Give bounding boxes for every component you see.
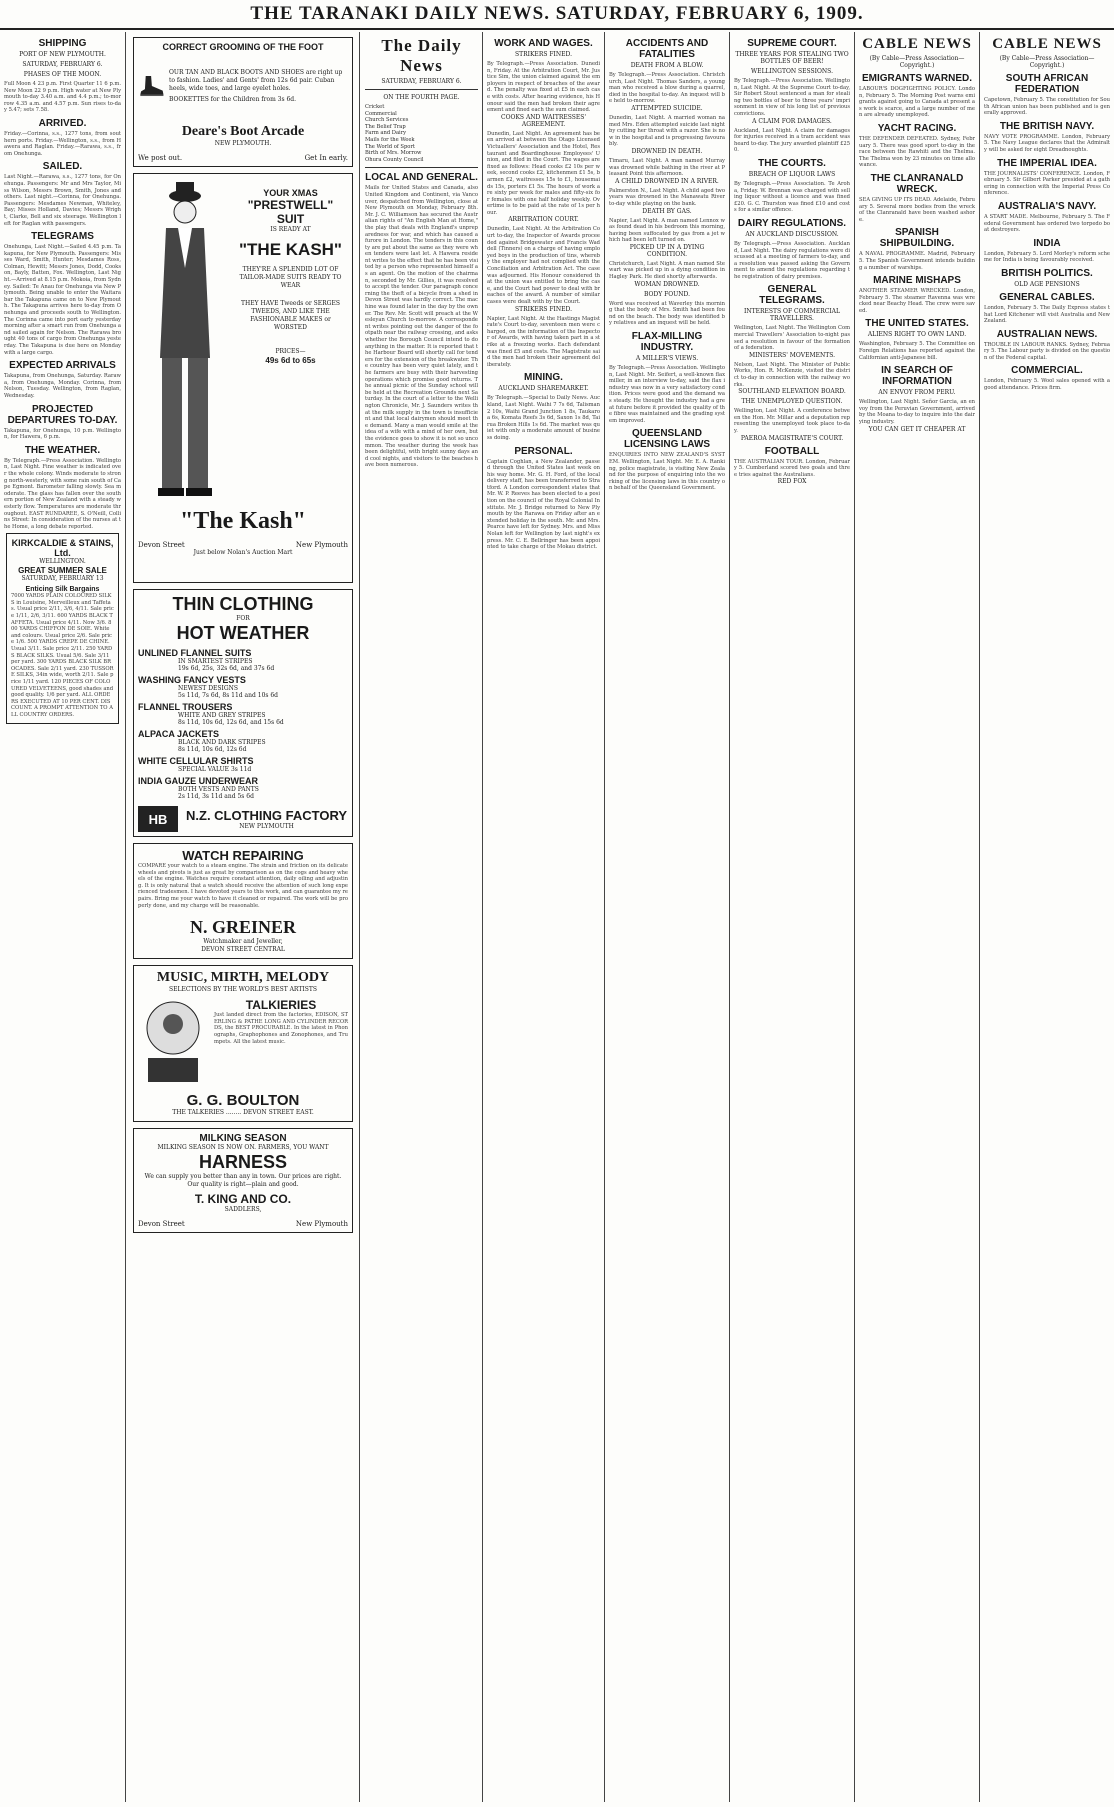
kash-ready: IS READY AT	[270, 226, 311, 233]
australia-navy-heading: AUSTRALIA'S NAVY.	[997, 200, 1097, 212]
deare-post: We post out.	[138, 154, 183, 162]
article-text: By Telegraph.—Press Association. Auckland, Last Night. The dairy regulations were discussed at a meeting of farmers to-day, and a resolution was passed asking the Government to amend the regulations regarding the registration of dairy premises.	[734, 240, 850, 280]
old-age-heading: OLD AGE PENSIONS	[1014, 280, 1080, 288]
watch-heading: WATCH REPAIRING	[182, 848, 304, 863]
fourth-page-item: Mails for the Week	[365, 136, 415, 143]
damages-heading: A CLAIM FOR DAMAGES.	[752, 117, 832, 125]
harness-heading: HARNESS	[198, 1152, 287, 1173]
column-text: Friday.—Corinna, s.s., 1277 tons, from southern ports. Friday.—Wellington, s.s., from Hawera and Raglan. Friday.—Rarawa, s.s., from Onehunga.	[4, 130, 121, 157]
svg-text:HB: HB	[148, 812, 168, 827]
article-text: SEA GIVING UP ITS DEAD. Adelaide, February 5. Several more bodies from the wreck of the Clanranald have been washed ashore.	[859, 196, 976, 223]
football-heading: FOOTBALL	[764, 445, 820, 457]
fourth-page-item: Commercial	[365, 110, 397, 117]
article-text: London, February 5. Lord Morley's reform scheme for India is being favourably received.	[984, 250, 1110, 264]
article-text: Auckland, Last Night. A claim for damages for injuries received in a tram accident was heard to-day. The jury awarded plaintiff £250.	[734, 127, 850, 154]
imperial-heading: THE IMPERIAL IDEA.	[997, 157, 1097, 169]
clothing-item-price: 5s 11d, 7s 6d, 8s 11d and 10s 6d	[178, 692, 279, 699]
fourth-page-list	[365, 104, 478, 163]
cable-heading-1: CABLE NEWS	[862, 36, 972, 52]
fourth-page-item: Birth of Mrs. Morrow	[365, 150, 422, 157]
column-supreme-court	[730, 32, 855, 1802]
column-advertisements	[127, 32, 360, 1802]
column-text: By Telegraph.—Press Association. Wellington, Last Night. Fine weather is indicated over the whole colony. Winds moderate to strong north-westerly, with some rain south of Cape Egmont. Barometer falling slowly. Sea moderate. The glass has fallen over the southern portion of New Zealand with a steady westerly flow. Temperatures are moderate throughout. EAST RUNDAREE, S. O'Neill, Collins Street: In consideration of the nurses at the Home, a long debate reported.	[4, 457, 121, 530]
wellington-sessions-heading: WELLINGTON SESSIONS.	[751, 68, 833, 75]
fourth-page-item: The Belief Trap	[365, 123, 406, 130]
greiner-addr: DEVON STREET CENTRAL	[201, 946, 285, 954]
clothing-item-desc: BLACK AND DARK STRIPES	[178, 739, 266, 746]
clothing-item-name: INDIA GAUZE UNDERWEAR	[138, 776, 259, 786]
thin-heading: THIN CLOTHING	[172, 594, 314, 614]
suited-man-illustration-icon	[138, 178, 233, 508]
cable-sub-1: (By Cable—Press Association—Copyright.)	[869, 55, 965, 69]
spanish-heading: SPANISH SHIPBUILDING.	[879, 227, 955, 250]
mining-heading: MINING.	[524, 372, 563, 384]
gramophone-icon	[138, 998, 208, 1088]
work-heading: WORK AND WAGES.	[494, 38, 593, 49]
article-text: Capetown, February 5. The constitution for South African union has been published and is generally approved.	[984, 97, 1110, 117]
article-text: THE AUSTRALIAN TOUR. London, February 5. Cumberland scored two goals and three tries against the Australians.	[734, 458, 850, 478]
fourth-page-item: Cricket	[365, 104, 385, 110]
personal-heading: PERSONAL.	[514, 445, 573, 457]
emigrants-heading: EMIGRANTS WARNED.	[862, 73, 972, 84]
supreme-heading: SUPREME COURT.	[747, 38, 837, 49]
clothing-item	[138, 648, 348, 672]
kash-your: YOUR XMAS	[263, 188, 318, 198]
clothing-item-name: UNLINED FLANNEL SUITS	[138, 648, 252, 658]
article-text: Mails for United States and Canada, also United Kingdom and Continent, via Vancouver, despatched from Wellington, close at New Plymouth on Monday, February 8th. Mr. J. C. Williamson has secured the Australian rights of "An English Man at Home," the play that deals with England's unpreparedness for war, and which has caused a furore in London. The tenders in this county are put about the same as they were when tenders were last let. A Hawera resident writes to the effect that he has been visited by a person who represented himself as an agent. On the motion of the chairman, seconded by Mr. Gillies, it was resolved to accept the tender. Our paragraph concerning the theft of a bicycle from a shed in Devon Street was hardly correct. The machine was found later in the day by the owner. The Rev. Mr. Scott will preach at the Wesleyan Church to-morrow. A correspondent writes pointing out the danger of the footpath near the railway crossing, and asks whether the Borough Council intend to do anything in the matter. It is reported that the Harbour Board will shortly call for tenders for the extension of the breakwater. The country has been very quiet lately, and the farmers are busy with their harvesting operations which promise good returns. The annual picnic of the Sunday school will be held at the Recreation Grounds next Saturday. In the court of a letter to the Wellington Chronicle, Mr. J. Saunders writes that the milk supply in the town is insufficient and that local dairymen should meet the demand. Many a man would smile at the idea of a wife with a mind of her own, but the evidence goes to show it is not so uncommon. The weather during the week has been delightful, with bright sunny days and cool nights, and visitors to the beaches have been numerous.	[365, 185, 479, 469]
kash-town: New Plymouth	[295, 541, 348, 549]
child-heading: A CHILD DROWNED IN A RIVER.	[615, 177, 719, 185]
british-navy-heading: THE BRITISH NAVY.	[999, 120, 1095, 132]
marine-heading: MARINE MISHAPS	[873, 275, 961, 287]
clothing-item-desc: BOTH VESTS AND PANTS	[178, 786, 259, 793]
column-text: Just landed direct from the factories, EDISON, STERLING & PATHE LONG AND CYLINDER RECORDS, the BEST PROCURABLE. In the latest in Phonographs, Graphophones and Zonophones, and Trumpets. All the latest music.	[214, 1012, 348, 1045]
article-text: LABOUR'S DOGFIGHTING POLICY. London, February 5. The Morning Post warns emigrants against going to Canada at present as work is scarce, and a large number of men are already unemployed.	[859, 86, 975, 119]
article-text: TROUBLE IN LABOUR RANKS. Sydney, February 5. The Labour party is divided on the question of the Federal capital.	[984, 341, 1110, 361]
three-years-heading: THREE YEARS FOR STEALING TWO BOTTLES OF BEER!	[735, 51, 849, 65]
tking-name: T. KING AND CO.	[194, 1192, 292, 1207]
column-shipping	[0, 32, 126, 1802]
article-text: Dunedin, Last Night. At the Arbitration Court to-day, the Inspector of Awards proceeded against Bridgewater and Francis Waddell (Tinners) on a charge of having employed boys in the production of tins, whereby the employer had not complied with the Conciliation and Arbitration Act. The case was adjourned. His Honour considered that the union was entitled to bring the case, and the Court had power to deal with breaches of the award. A number of similar cases were dealt with by the Court.	[487, 226, 600, 305]
moon-heading: PHASES OF THE MOON.	[23, 71, 102, 78]
thin-for: FOR	[236, 615, 250, 622]
deare-early: Get In early.	[304, 154, 348, 162]
drowned-heading: DROWNED IN DEATH.	[631, 147, 703, 155]
article-text: London, February 5. Wool sales opened with a good attendance. Prices firm.	[984, 378, 1110, 392]
column-text: Full Moon 4 23 p.m. First Quarter 11 6 p.m. New Moon 22 9 p.m. High water at New Plymouth to-day 3.40 a.m. and 4.4 p.m.; to-morrow 4.35 a.m. and 4.57 p.m. Sun rises to-day 5.47; sets 7.58.	[4, 81, 121, 114]
projected-heading: PROJECTED DEPARTURES TO-DAY.	[7, 403, 118, 426]
article-text: A NAVAL PROGRAMME. Madrid, February 5. The Spanish Government intends building a number of warships.	[859, 251, 975, 271]
kash-prices: 49s 6d to 65s	[265, 356, 316, 365]
cable-sub-2: (By Cable—Press Association—Copyright.)	[999, 55, 1095, 69]
foot-heading: CORRECT GROOMING OF THE FOOT	[162, 42, 324, 52]
deare-place: NEW PLYMOUTH.	[214, 140, 272, 147]
music-heading: MUSIC, MIRTH, MELODY	[156, 970, 330, 986]
milking-heading: MILKING SEASON	[199, 1133, 287, 1145]
southland-heading: SOUTHLAND ELEVATION BOARD.	[738, 388, 846, 396]
clothing-item-price: 8s 11d, 10s 6d, 12s 6d	[178, 746, 247, 753]
greiner-name: N. GREINER	[189, 917, 296, 938]
australian-news-heading: AUSTRALIAN NEWS.	[996, 328, 1098, 340]
article-text: Christchurch, Last Night. A man named Stewart was picked up in a dying condition in Hagley Park. He died shortly afterwards.	[609, 260, 725, 281]
clothing-item-name: WASHING FANCY VESTS	[138, 675, 246, 685]
clothing-item	[138, 702, 348, 726]
article-text: ANOTHER STEAMER WRECKED. London, February 5. The steamer Ravenna was wrecked near Beachy Head. The crew were saved.	[859, 288, 975, 314]
article-text: By Telegraph.—Special to Daily News. Auckland, Last Night. Waihi 7 7s 6d, Talisman 2 10s, Waihi Grand Junction 1 8s, Taukaroa 6s, Komata Reefs 3s 6d, Saxon 1s 8d, Tairua Broken Hills 1s 6d. The market was quiet with only a moderate amount of business doing.	[487, 395, 600, 441]
kash-big: "The Kash"	[179, 508, 306, 534]
article-text: Palmerston N., Last Night. A child aged two years was drowned in the Manawatu River to-day while playing on the bank.	[609, 187, 725, 207]
ministers-heading: MINISTERS' MOVEMENTS.	[748, 351, 836, 359]
woman-heading: WOMAN DROWNED.	[634, 280, 700, 288]
article-text: Washington, February 5. The Committee on Foreign Relations has reported against the Californian anti-Japanese bill.	[859, 341, 975, 361]
article-text: Word was received at Waverley this morning that the body of Mrs. Smith had been found on the beach. The body was identified by relatives and an inquest will be held.	[609, 300, 725, 327]
column-text: Takapuna, for Onehunga, 10 p.m. Wellington, for Hawera, 6 p.m.	[4, 427, 121, 441]
thin-hot: HOT WEATHER	[176, 623, 310, 643]
general-cables-heading: GENERAL CABLES.	[999, 291, 1095, 303]
port-date: SATURDAY, FEBRUARY 6.	[22, 61, 103, 68]
kash-suit: SUIT	[276, 212, 305, 226]
column-accidents	[605, 32, 730, 1802]
clothing-item	[138, 776, 348, 800]
harness-body: We can supply you better than any in town. Our prices are right. Our quality is right—plain and good.	[144, 1173, 342, 1189]
fourth-page-heading: ON THE FOURTH PAGE.	[383, 94, 460, 101]
clothing-item	[138, 729, 348, 753]
aliens-heading: ALIENS RIGHT TO OWN LAND.	[867, 331, 967, 339]
article-text: Wellington, Last Night. Señor Garcia, an envoy from the Peruvian Government, arrived by the Moana to-day to inquire into the dairying industry.	[859, 399, 975, 426]
kash-prices-label: PRICES—	[275, 348, 306, 355]
article-text: A START MADE. Melbourne, February 5. The Federal Government has ordered two torpedo boat destroyers.	[984, 213, 1110, 234]
courts-heading: THE COURTS.	[758, 157, 826, 169]
kash-range: THEY HAVE Tweeds or SERGES TWEEDS, AND LIKE THE FASHIONABLE MAKES or WORSTED	[241, 300, 340, 331]
clothing-item-name: ALPACA JACKETS	[138, 729, 220, 739]
factory-logo-icon	[138, 806, 178, 832]
deare-heading: Deare's Boot Arcade	[181, 124, 305, 139]
masthead: THE TARANAKI DAILY NEWS. SATURDAY, FEBRUARY 6, 1909.	[0, 0, 1114, 30]
cheaper: YOU CAN GET IT CHEAPER AT	[868, 425, 966, 433]
nz-factory: N.Z. CLOTHING FACTORY	[186, 807, 348, 823]
red-fox: RED FOX	[777, 478, 807, 486]
tramway-heading: PAEROA MAGISTRATE'S COURT.	[740, 434, 844, 442]
fourth-page-item: Farm and Dairy	[365, 130, 407, 137]
kirkcaldie-name: KIRKCALDIE & STAINS, Ltd.	[11, 538, 114, 559]
clothing-item	[138, 756, 348, 773]
boulton-name: G. G. BOULTON	[186, 1092, 300, 1110]
column-text: COMPARE your watch to a steam engine. The strain and friction on its delicate wheels and pivots is just as great by comparison as on the cogs and heavy wheels of the engine. Watches require constant attention, daily oiling and adjusting. It is only natural that a watch should receive the attention of such long experienced tradesmen. I have devoted years to this work, and can guarantee my repairs. Bring me your watch to have it cleaned or repaired. The work will be properly done, and my charge will be reasonable.	[138, 863, 348, 909]
arbitration-heading: ARBITRATION COURT.	[508, 216, 579, 224]
harness-ad	[133, 1128, 353, 1233]
article-text: Nelson, Last Night. The Minister of Public Works, Hon. R. McKenzie, visited the district to-day in connection with the railway works.	[734, 361, 850, 388]
south-african-heading: SOUTH AFRICAN FEDERATION	[1005, 73, 1089, 95]
clothing-item-price: 8s 11d, 10s 6d, 12s 6d, and 15s 6d	[178, 719, 284, 726]
thin-clothing-ad	[133, 589, 353, 837]
greiner-trade: Watchmaker and Jeweller,	[203, 938, 283, 946]
foot-grooming-ad	[133, 37, 353, 167]
paper-title: The Daily News	[381, 36, 462, 75]
fourth-page-item: Ohura County Council	[365, 156, 424, 163]
general-telegrams-heading: GENERAL TELEGRAMS.	[759, 284, 825, 307]
kash-body: THEY'RE A SPLENDID LOT OF TAILOR-MADE SUITS READY TO WEAR	[239, 266, 342, 289]
column-cable-news-2	[980, 32, 1114, 1802]
cable-heading-2: CABLE NEWS	[992, 36, 1102, 52]
clothing-item-desc: NEWEST DESIGNS	[178, 685, 239, 692]
queensland-heading: QUEENSLAND LICENSING LAWS	[623, 428, 711, 451]
article-text: NAVY VOTE PROGRAMME. London, February 5. The Navy League declares that the Admiralty will be asked for eight Dreadnoughts.	[984, 133, 1110, 153]
article-text: Napier, Last Night. A man named Lennox was found dead in his bedroom this morning, having been suffocated by gas from a jet which had been left turned on.	[609, 217, 725, 244]
article-text: Captain Coghlan, a New Zealander, passed through the United States last week on his way home. Mr. G. H. Ford, of the local delivery staff, has been transferred to Stratford. A London correspondent states that Mr. W. P. Reeves has been elected to a position on the council of the Royal Colonial Institute. Mr. J. Bridge returned to New Plymouth by the Rarawa on Friday after an extended holiday in the south. Mr. and Mrs. Pearce have left for Sydney. Mrs. and Miss Nolan left for Wellington by last night's express. Mr. C. E. Bellringer has been appointed to take charge of the Mokau district.	[487, 458, 600, 551]
article-text: Timaru, Last Night. A man named Murray was drowned while bathing in the river at Pleasant Point this afternoon.	[609, 157, 725, 178]
kash-ad	[133, 173, 353, 583]
article-text: THE JOURNALISTS' CONFERENCE. London, February 5. Sir Gilbert Parker presided at a gathering in connection with the Imperial Press Conference.	[984, 170, 1110, 197]
article-text: Dunedin, Last Night. An agreement has been arrived at between the Otago Licensed Victuallers' Association and the Hotel, Restaurant and Boardinghouse Employees' Union, and filed in the Court. The wages are fixed as follows: Head cooks £2 10s per week, second cooks £2, kitchenmen £1 5s, barmen £2, waitresses 15s to £1, housemaids 15s, porters £1 5s. The hours of work are sixty per week for males and fifty-six for females with one half holiday weekly. Overtime is to be paid at the rate of 1s per hour.	[487, 130, 600, 216]
flax-sub: A MILLER'S VIEWS.	[635, 355, 699, 363]
clothing-item-name: WHITE CELLULAR SHIRTS	[138, 756, 254, 766]
cooks-heading: COOKS AND WAITRESSES' AGREEMENT.	[501, 113, 586, 128]
watch-ad	[133, 843, 353, 959]
article-text: THE DEFENDER DEFEATED. Sydney, February 5. There was good sport to-day in the race between the Rawhiti and the Thelma. The Thelma won by 23 minutes on time allowance.	[859, 135, 975, 169]
strikers2-heading: STRIKERS FINED.	[514, 305, 573, 313]
article-text: By Telegraph.—Press Association. Dunedin, Friday. At the Arbitration Court, Mr. Justice Sim, the union claimed against the employers in respect of breaches of the award. The penalty was fixed at £5 in each case with costs. After hearing evidence, his Honour said the men had broken their agreement and fined each the sum claimed.	[487, 61, 600, 114]
article-text: ENQUIRIES INTO NEW ZEALAND'S SYSTEM. Wellington, Last Night. Mr. E. A. Ranking, police magistrate, is visiting New Zealand for the purpose of enquiring into the working of the licensing laws in this country on behalf of the Queensland Government.	[609, 452, 725, 492]
thin-items	[138, 648, 348, 800]
weather-heading: THE WEATHER.	[24, 444, 101, 456]
information-heading: IN SEARCH OF INFORMATION	[881, 365, 953, 388]
breach-heading: BREACH OF LIQUOR LAWS	[748, 170, 836, 178]
arrived-heading: ARRIVED.	[38, 117, 87, 129]
nz-town: NEW PLYMOUTH	[239, 822, 294, 830]
gas-heading: DEATH BY GAS.	[642, 207, 692, 215]
music-sub: SELECTIONS BY THE WORLD'S BEST ARTISTS	[169, 986, 317, 994]
column-daily-news	[361, 32, 483, 1802]
column-text: Last Night.—Rarawa, s.s., 1277 tons, for Onehunga. Passengers: Mr and Mrs Taylor, Miss Wilson, Messrs Brown, Smith, Jones and others. Last night.—Corinna, for Onehunga. Passengers: Mesdames Newman, Whiteley, Bay; Misses Holland, Davies; Messrs Wright, Clarke, Bell and six steerage. Wellington left for Raglan with passengers.	[4, 174, 121, 227]
tking-street: Devon Street	[138, 1220, 185, 1229]
port-heading: PORT OF NEW PLYMOUTH.	[19, 51, 106, 58]
local-heading: LOCAL AND GENERAL.	[365, 172, 478, 184]
picked-heading: PICKED UP IN A DYING CONDITION.	[629, 243, 705, 258]
united-states-heading: THE UNITED STATES.	[865, 318, 969, 330]
column-work-wages	[483, 32, 605, 1802]
clanranald-heading: THE CLANRANALD WRECK.	[870, 172, 964, 195]
silk-heading: Enticing Silk Bargains	[25, 586, 100, 594]
british-politics-heading: BRITISH POLITICS.	[1001, 267, 1093, 279]
milking-body: MILKING SEASON IS NOW ON. FARMERS, YOU WANT	[157, 1144, 329, 1152]
dairy-heading: DAIRY REGULATIONS.	[737, 217, 847, 229]
kirkcaldie-place: WELLINGTON.	[39, 558, 86, 566]
column-cable-news-1	[855, 32, 980, 1802]
sale-date: SATURDAY, FEBRUARY 13	[21, 575, 104, 583]
article-text: Wellington, Last Night. The Wellington Commercial Travellers' Association to-night passed a resolution in favour of the formation of a federation.	[734, 325, 850, 352]
suicide-heading: ATTEMPTED SUICIDE.	[631, 104, 703, 112]
fourth-page-item: The World of Sport	[365, 143, 415, 150]
commercial-heading: COMMERCIAL.	[1011, 365, 1083, 377]
article-text: By Telegraph.—Press Association. Wellington, Last Night. At the Supreme Court to-day, Sir Robert Stout sentenced a man for stealing two bottles of beer to three years' imprisonment in view of his long list of previous convictions.	[734, 78, 850, 117]
envoy-heading: AN ENVOY FROM PERU.	[878, 389, 956, 397]
fourth-page-item: Church Services	[365, 117, 409, 124]
clothing-item-price: 19s 6d, 25s, 32s 6d, and 37s 6d	[178, 665, 275, 672]
strikers-heading: STRIKERS FINED.	[514, 51, 573, 58]
flax-heading: FLAX-MILLING INDUSTRY.	[631, 331, 703, 354]
clothing-item-desc: SPECIAL VALUE 3s 11d	[178, 766, 252, 773]
paper-date: SATURDAY, FEBRUARY 6.	[381, 78, 462, 85]
sailed-heading: SAILED.	[42, 161, 83, 173]
clothing-item-name: FLANNEL TROUSERS	[138, 702, 233, 712]
boulton-addr: THE TALKERIES ........ DEVON STREET EAST.	[172, 1109, 314, 1117]
kash-prestwell: "PRESTWELL"	[247, 198, 334, 212]
auckland-discussion-heading: AN AUCKLAND DISCUSSION.	[745, 230, 839, 238]
article-text: By Telegraph.—Press Association. Te Aroha, Friday. W. Brennan was charged with selling liquor without a licence and was fined £20. G. C. Thurston was fined £10 and costs for a similar offence.	[734, 180, 850, 214]
unemployed-heading: THE UNEMPLOYED QUESTION.	[741, 398, 843, 406]
column-text: 7000 YARDS PLAIN COLOURED SILKS in Louisine, Merveilleux and Taffetas. Usual price 2/11, 3/6, 4/11. Sale price 1/11, 2/6, 3/11. 600 YARDS BLACK TAFFETA. Usual price 4/11. Now 3/6. 800 YARDS CHIFFON DE SOIE. White and colours. Usual price 2/6. Sale price 1/6. 500 YARDS CREPE DE CHINE. Usual 3/11. Sale price 2/11. 250 YARDS BLACK SILKS. Usual 5/6. Sale 3/11 per yard. 300 YARDS BLACK SILK BROCADES. Sale 2/11 yard. 230 TUSSORE SILKS, 34in wide, worth 2/11. Sale price 1/11 yard. 120 PIECES OF COLOURED VELVETEENS, good shades and good quality. 1/6 per yard. ALL ORDERS EXECUTED AT 10 PER CENT. DISCOUNT. A PROMPT ATTENTION TO ALL COUNTRY ORDERS.	[11, 593, 114, 718]
column-text: Onehunga, Last Night.—Sailed 4.45 p.m. Takapuna, for New Plymouth. Passengers: Misses Ward, Smith, Hunter; Mesdames Ross, Colman, Hewitt; Messrs Jones, Dodd, Cookson, Bayly, Batten, Fox. Wellington, Last Night.—Arrived at 8.15 p.m. Mokoia, from Sydney. Sailed: Te Anau for Onehunga via New Plymouth. Being unable to enter the Waitara bar the Takapuna came on to New Plymouth. The Takapuna arrives here to-day from Onehunga and proceeds south to Wellington. The Corinna came into port early yesterday morning after a smart run from Onehunga and sailed again for Nelson. The Rarawa brought 40 tons of cargo from Onehunga yesterday. The Takapuna is due here on Monday with a large cargo.	[4, 244, 121, 356]
article-text: By Telegraph.—Press Association. Christchurch, Last Night. Thomas Sanders, a young man who received a blow during a quarrel, died in the hospital to-day. An inquest will be held to-morrow.	[609, 72, 725, 105]
telegrams-heading: TELEGRAMS	[31, 231, 94, 243]
foot-body: OUR TAN AND BLACK BOOTS AND SHOES are right up to fashion. Ladies' and Gents' from 12s 6d pair. Cuban heels, wide toes, and large eyelet holes.	[168, 68, 343, 92]
clothing-item-price: 2s 11d, 3s 11d and 5s 6d	[178, 793, 254, 800]
talkies-heading: TALKIERIES	[245, 998, 317, 1013]
clothing-item-desc: IN SMARTEST STRIPES	[178, 658, 253, 665]
clothing-item-desc: WHITE AND GREY STRIPES	[178, 712, 266, 719]
accidents-heading: ACCIDENTS AND FATALITIES	[625, 38, 709, 60]
article-text: Dunedin, Last Night. A married woman named Mrs. Eden attempted suicide last night by cutting her throat with a razor. She is now in the hospital and is progressing favourably.	[609, 114, 725, 148]
music-ad	[133, 965, 353, 1122]
boot-icon	[138, 56, 165, 116]
death-blow-heading: DEATH FROM A BLOW.	[630, 62, 704, 69]
kash-under: Just below Nolan's Auction Mart	[193, 549, 293, 556]
article-text: By Telegraph.—Press Association. Wellington, Last Night. Mr. Seifert, a well-known flax miller, in an interview to-day, said the flax industry was now in a very satisfactory condition. Prices were good and the demand was steady. He thought the industry had a great future before it provided the quality of the fibre was maintained and the grading system improved.	[609, 365, 725, 424]
tking-town: New Plymouth	[295, 1220, 348, 1229]
shipping-heading: SHIPPING	[38, 38, 87, 49]
article-text: London, February 5. The Daily Express states that Lord Kitchener will visit Australia and New Zealand.	[984, 304, 1110, 325]
kash-street: Devon Street	[138, 541, 185, 549]
india-heading: INDIA	[1033, 237, 1061, 249]
kirkcaldie-ad	[6, 533, 119, 723]
foot-special: BOOKETTES for the Children from 3s 6d.	[168, 95, 297, 103]
tking-saddlers: SADDLERS,	[224, 1206, 262, 1214]
auckland-sharemarket-heading: AUCKLAND SHAREMARKET.	[498, 385, 589, 393]
body-heading: BODY FOUND.	[643, 290, 690, 298]
yacht-heading: YACHT RACING.	[877, 122, 957, 134]
column-text: Takapuna, from Onehunga, Saturday. Rarawa, from Onehunga, Monday. Corinna, from Nelson, Tuesday. Wellington, from Raglan, Wednesday.	[4, 373, 121, 399]
sale-heading: GREAT SUMMER SALE	[18, 566, 107, 576]
expected-heading: EXPECTED ARRIVALS	[9, 360, 116, 372]
kash-name: "THE KASH"	[238, 240, 342, 259]
travellers-heading: INTERESTS OF COMMERCIAL TRAVELLERS.	[744, 308, 840, 323]
article-text: Napier, Last Night. At the Hastings Magistrate's Court to-day, seventeen men were charged, on the information of the Inspector of Awards, with having taken part in a strike at a freezing works. Each defendant was fined £5 and costs. The Magistrate said the men had broken their agreement deliberately.	[487, 315, 600, 368]
clothing-item	[138, 675, 348, 699]
article-text: Wellington, Last Night. A conference between the Hon. Mr. Millar and a deputation representing the unemployed took place to-day.	[734, 408, 850, 434]
